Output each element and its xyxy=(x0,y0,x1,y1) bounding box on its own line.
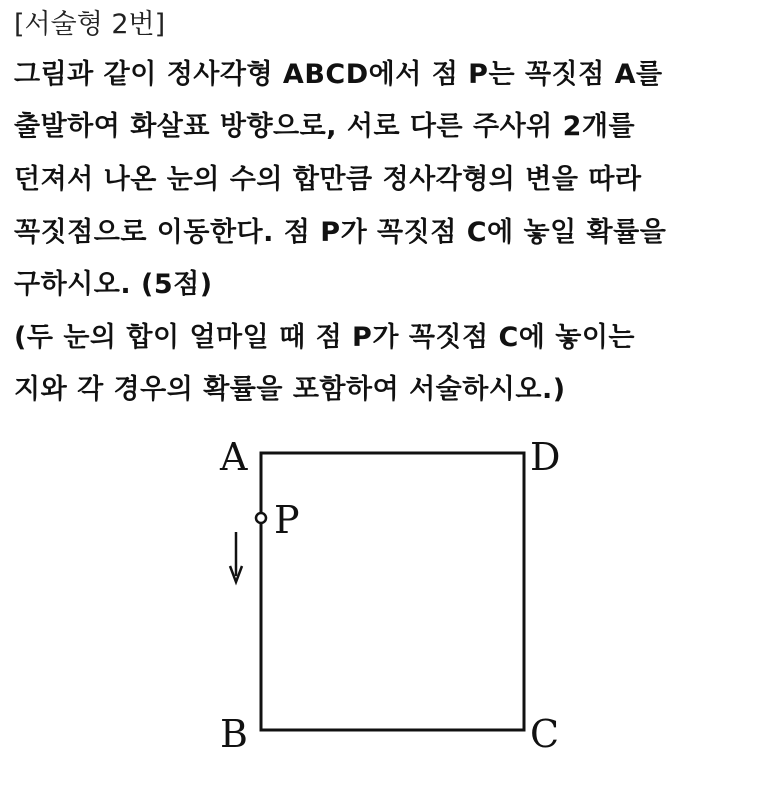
vertex-label-b: B xyxy=(220,712,248,756)
question-line-7: 지와 각 경우의 확률을 포함하여 서술하시오.) xyxy=(14,374,566,405)
vertex-label-a: A xyxy=(220,435,248,479)
question-line-5: 구하시오. (5점) xyxy=(14,269,213,300)
question-line-2: 출발하여 화살표 방향으로, 서로 다른 주사위 2개를 xyxy=(14,111,636,142)
point-label-p: P xyxy=(274,498,300,542)
question-line-4: 꼭짓점으로 이동한다. 점 P가 꼭짓점 C에 놓일 확률을 xyxy=(14,217,667,248)
point-p-marker xyxy=(256,513,266,523)
vertex-label-d: D xyxy=(530,435,561,479)
question-line-1: 그림과 같이 정사각형 ABCD에서 점 P는 꼭짓점 A를 xyxy=(14,59,663,90)
question-line-6: (두 눈의 합이 얼마일 때 점 P가 꼭짓점 C에 놓이는 xyxy=(14,322,636,353)
square-abcd xyxy=(261,453,524,730)
vertex-label-c: C xyxy=(530,712,560,756)
question-line-3: 던져서 나온 눈의 수의 합만큼 정사각형의 변을 따라 xyxy=(14,164,642,195)
question-tag: [서술형 2번] xyxy=(14,9,166,40)
direction-arrow-icon xyxy=(230,532,242,582)
